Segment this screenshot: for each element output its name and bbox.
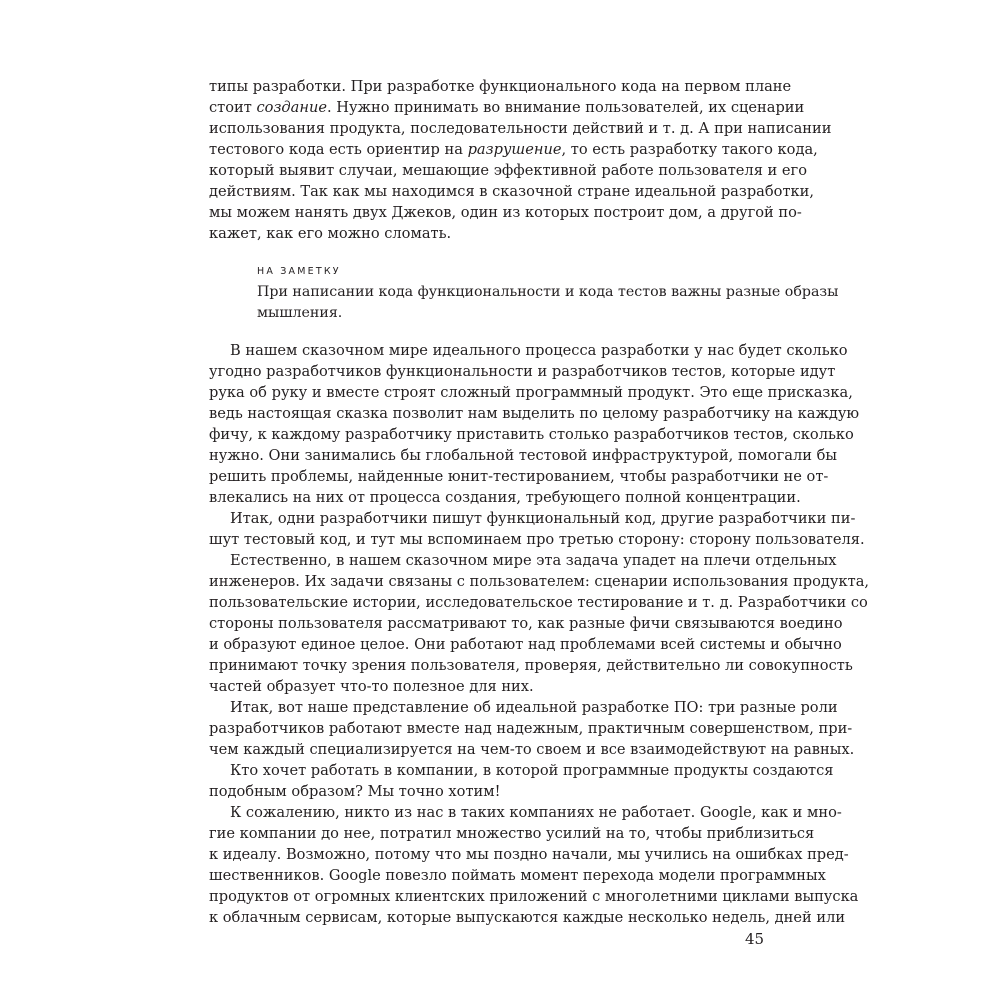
note-label: НА ЗАМЕТКУ: [257, 266, 341, 277]
emphasis-text: создание: [256, 99, 328, 116]
text-line: продуктов от огромных клиентских приложений с многолетними циклами выпуска: [209, 888, 859, 905]
text-line: к облачным сервисам, которые выпускаются каждые несколько недель, дней или: [209, 909, 846, 926]
text-line: Итак, одни разработчики пишут функциональный код, другие разработчики пи-: [230, 510, 856, 527]
text-line: шут тестовый код, и тут мы вспоминаем про третью сторону: сторону пользователя.: [209, 531, 865, 548]
text-line: шественников. Google повезло поймать момент перехода модели программных: [209, 867, 826, 884]
text-line: подобным образом? Мы точно хотим!: [209, 783, 501, 800]
text-line: рука об руку и вместе строят сложный программный продукт. Это еще присказка,: [209, 384, 853, 401]
text-line: стороны пользователя рассматривают то, как разные фичи связываются воедино: [209, 615, 843, 632]
text-line: стоит создание. Нужно принимать во внимание пользователей, их сценарии: [209, 99, 805, 116]
text-line: который выявит случаи, мешающие эффективной работе пользователя и его: [209, 162, 807, 179]
text-line: гие компании до нее, потратил множество усилий на то, чтобы приблизиться: [209, 825, 815, 842]
text-line: кажет, как его можно сломать.: [209, 225, 452, 242]
text-line: чем каждый специализируется на чем-то своем и все взаимодействуют на равных.: [209, 741, 855, 758]
note-line: При написании кода функциональности и кода тестов важны разные образы: [257, 284, 839, 300]
text-line: Итак, вот наше представление об идеальной разработке ПО: три разные роли: [230, 699, 838, 716]
body-text: [209, 340, 870, 928]
text-line: мы можем нанять двух Джеков, один из которых построит дом, а другой по-: [209, 204, 802, 221]
text-line: Кто хочет работать в компании, в которой программные продукты создаются: [230, 762, 834, 779]
text-line: частей образует что-то полезное для них.: [209, 678, 534, 695]
text-line: и образуют единое целое. Они работают над проблемами всей системы и обычно: [209, 636, 842, 653]
text-line: нужно. Они занимались бы глобальной тестовой инфраструктурой, помогали бы: [209, 447, 837, 464]
text-line: Естественно, в нашем сказочном мире эта задача упадет на плечи отдельных: [230, 552, 837, 569]
text-line: ведь настоящая сказка позволит нам выделить по целому разработчику на каждую: [209, 405, 860, 422]
text-line: В нашем сказочном мире идеального процесса разработки у нас будет сколько: [230, 342, 848, 359]
text-line: влекались на них от процесса создания, требующего полной концентрации.: [209, 489, 801, 506]
text-line: к идеалу. Возможно, потому что мы поздно начали, мы учились на ошибках пред-: [209, 846, 849, 863]
text-line: пользовательские истории, исследовательское тестирование и т. д. Разработчики со: [209, 594, 868, 611]
text-line: типы разработки. При разработке функционального кода на первом плане: [209, 78, 792, 95]
text-line: К сожалению, никто из нас в таких компаниях не работает. Google, как и мно-: [230, 804, 842, 821]
text-line: угодно разработчиков функциональности и разработчиков тестов, которые идут: [209, 363, 836, 380]
text-line: тестового кода есть ориентир на разрушение, то есть разработку такого кода,: [209, 141, 818, 158]
page-number: 45: [745, 930, 765, 948]
text-line: действиям. Так как мы находимся в сказочной стране идеальной разработки,: [209, 183, 815, 200]
note-box: [257, 262, 839, 324]
text-line: использования продукта, последовательности действий и т. д. А при написании: [209, 120, 832, 137]
emphasis-text: разрушение: [467, 141, 562, 158]
text-line: инженеров. Их задачи связаны с пользователем: сценарии использования продукта,: [209, 573, 870, 590]
text-line: решить проблемы, найденные юнит-тестированием, чтобы разработчики не от-: [209, 468, 829, 485]
text-line: разработчиков работают вместе над надежным, практичным совершенством, при-: [209, 720, 853, 737]
note-line: мышления.: [257, 305, 343, 321]
text-line: фичу, к каждому разработчику приставить столько разработчиков тестов, сколько: [209, 426, 854, 443]
text-line: принимают точку зрения пользователя, проверяя, действительно ли совокупность: [209, 657, 853, 674]
intro-paragraph: [209, 76, 832, 244]
